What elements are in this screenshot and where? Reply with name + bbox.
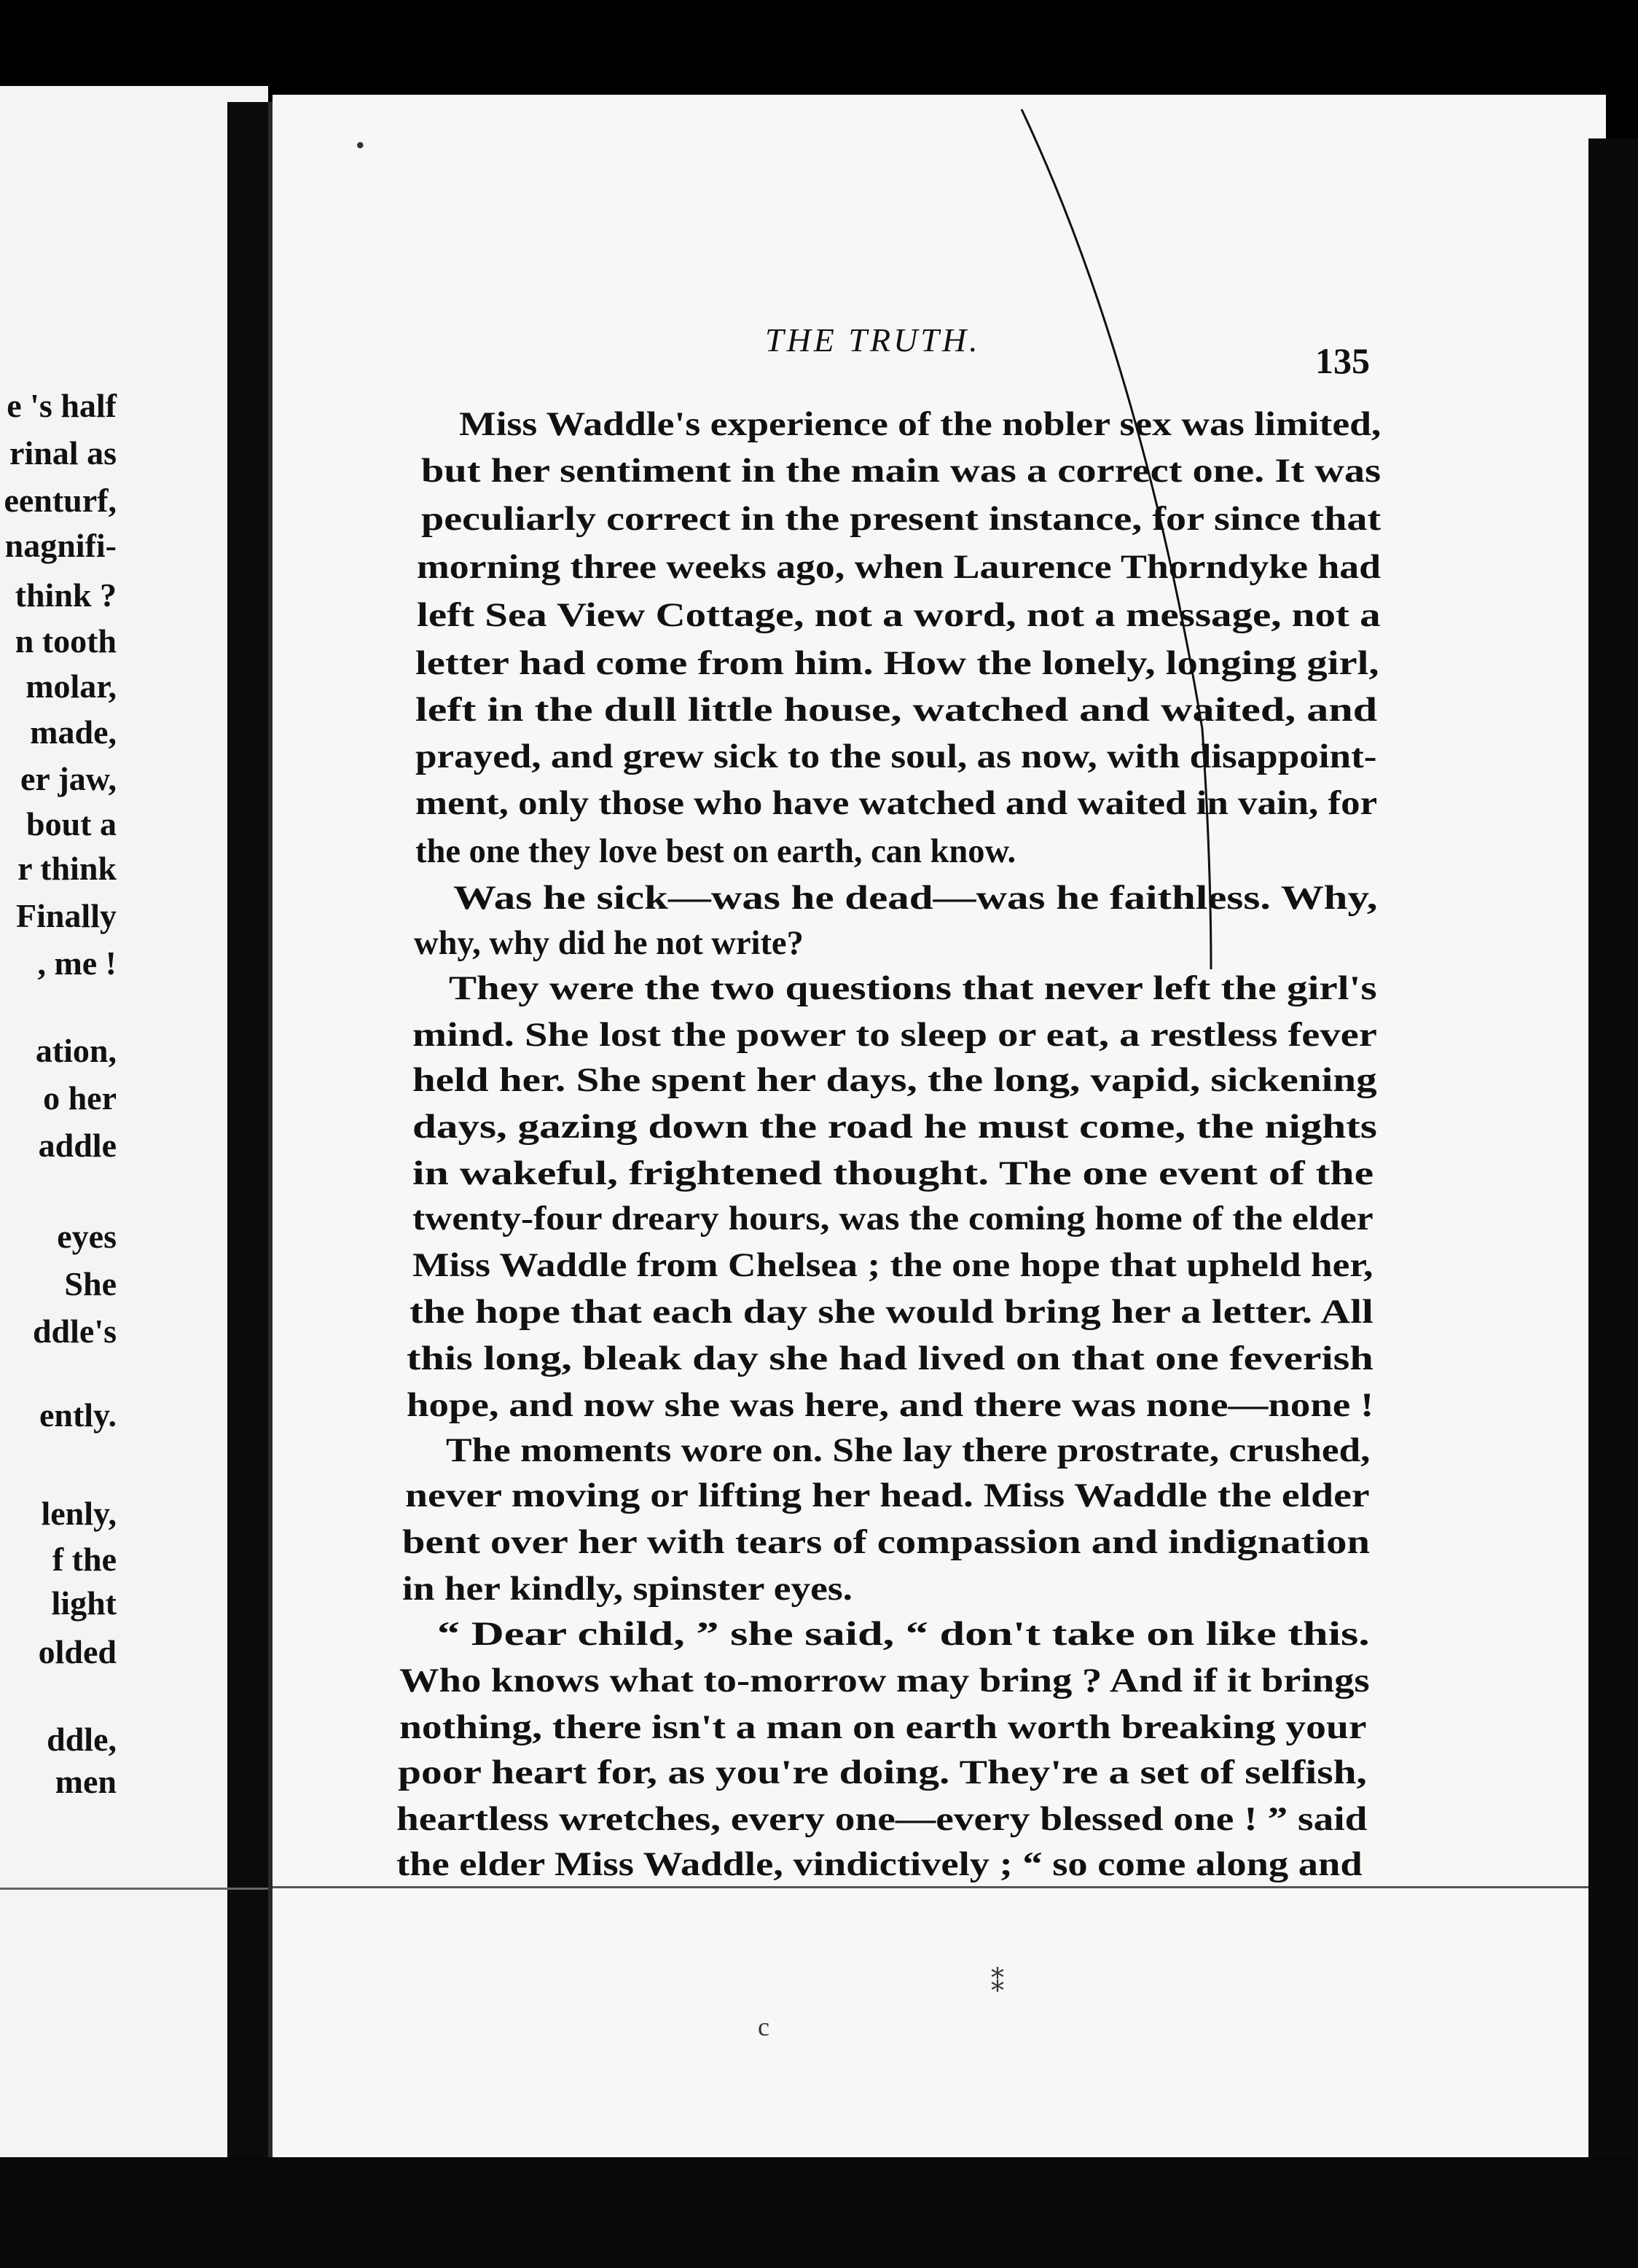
text-line: Miss Waddle's experience of the nobler sex was limited,: [459, 406, 1382, 443]
left-page-fragment: ently.: [39, 1396, 117, 1434]
running-head: THE TRUTH.: [765, 321, 981, 359]
text-line: Who knows what to-morrow may bring ? And if it brings: [399, 1662, 1370, 1700]
text-line: this long, bleak day she had lived on that one feverish: [407, 1340, 1374, 1377]
text-line: never moving or lifting her head. Miss Waddle the elder: [405, 1477, 1370, 1514]
text-line: Was he sick—was he dead—was he faithless. Why,: [453, 880, 1378, 917]
text-line: in wakeful, frightened thought. The one event of the: [412, 1155, 1374, 1192]
speck: c: [758, 2012, 769, 2041]
left-page-fragment: n tooth: [15, 622, 117, 660]
text-line: Miss Waddle from Chelsea ; the one hope that upheld her,: [412, 1247, 1374, 1284]
text-line: “ Dear child, ” she said, “ don't take on like this.: [437, 1616, 1370, 1653]
left-page-fragment: olded: [38, 1633, 117, 1670]
left-page-fragment: f the: [52, 1541, 117, 1578]
text-line: bent over her with tears of compassion and indignation: [402, 1524, 1370, 1561]
text-line: morning three weeks ago, when Laurence Thorndyke had: [417, 549, 1382, 586]
left-page-fragment: She: [64, 1265, 117, 1302]
text-line: held her. She spent her days, the long, vapid, sickening: [412, 1062, 1377, 1099]
left-page-fragment: bout a: [26, 805, 117, 842]
left-page-fragment: Finally: [15, 897, 117, 934]
text-line: They were the two questions that never left the girl's: [449, 970, 1377, 1007]
text-line: letter had come from him. How the lonely, longing girl,: [415, 645, 1379, 682]
text-line: the one they love best on earth, can know.: [415, 833, 1016, 870]
left-page-fragment: light: [51, 1584, 117, 1622]
left-page-fragment: o her: [43, 1079, 117, 1117]
text-line: in her kindly, spinster eyes.: [402, 1571, 853, 1608]
left-page-fragment: eyes: [57, 1218, 117, 1255]
text-line: poor heart for, as you're doing. They're a set of selfish,: [398, 1754, 1367, 1791]
text-line: ment, only those who have watched and waited in vain, for: [415, 785, 1378, 822]
left-page-fragment: nagnifi-: [4, 527, 117, 564]
left-page-fragment: lenly,: [41, 1495, 117, 1532]
left-page-fragment: addle: [38, 1127, 117, 1164]
left-page-fragment: eenturf,: [4, 482, 117, 519]
left-page-fragment: molar,: [26, 668, 117, 705]
text-line: the elder Miss Waddle, vindictively ; “ so come along and: [396, 1846, 1363, 1883]
left-page-fragment: men: [55, 1763, 117, 1800]
text-line: nothing, there isn't a man on earth worth breaking your: [399, 1709, 1367, 1746]
text-line: why, why did he not write?: [414, 925, 804, 962]
speck: ⁑: [991, 1968, 1004, 1998]
speck: •: [356, 130, 365, 160]
text-line: mind. She lost the power to sleep or eat, a restless fever: [412, 1017, 1377, 1054]
left-page-fragment: ddle,: [47, 1721, 117, 1758]
text-line: peculiarly correct in the present instance, for since that: [421, 501, 1382, 538]
left-page-fragment: ation,: [35, 1032, 117, 1069]
page-number: 135: [1315, 340, 1370, 381]
left-page-fragment: , me !: [37, 945, 117, 982]
text-line: prayed, and grew sick to the soul, as now, with disappoint-: [415, 738, 1377, 775]
left-page-fragment: e 's half: [7, 387, 117, 424]
text-line: left Sea View Cottage, not a word, not a message, not a: [417, 597, 1381, 634]
text-line: the hope that each day she would bring her a letter. All: [410, 1294, 1374, 1331]
text-line: hope, and now she was here, and there was none—none !: [407, 1387, 1374, 1424]
text-line: but her sentiment in the main was a correct one. It was: [421, 453, 1382, 490]
text-line: left in the dull little house, watched and waited, and: [415, 692, 1378, 729]
left-page-fragment: r think: [17, 850, 117, 887]
text-line: days, gazing down the road he must come, the nights: [412, 1108, 1377, 1146]
text-line: twenty-four dreary hours, was the coming home of the elder: [412, 1200, 1374, 1237]
text-line: heartless wretches, every one—every blessed one ! ” said: [396, 1801, 1368, 1838]
left-page-fragment: rinal as: [9, 434, 117, 472]
left-page-fragment: er jaw,: [20, 760, 117, 797]
left-page-fragment: ddle's: [32, 1313, 117, 1350]
left-page-fragment: made,: [30, 713, 117, 751]
text-line: The moments wore on. She lay there prostrate, crushed,: [446, 1432, 1371, 1469]
left-page-fragment: think ?: [15, 576, 117, 614]
